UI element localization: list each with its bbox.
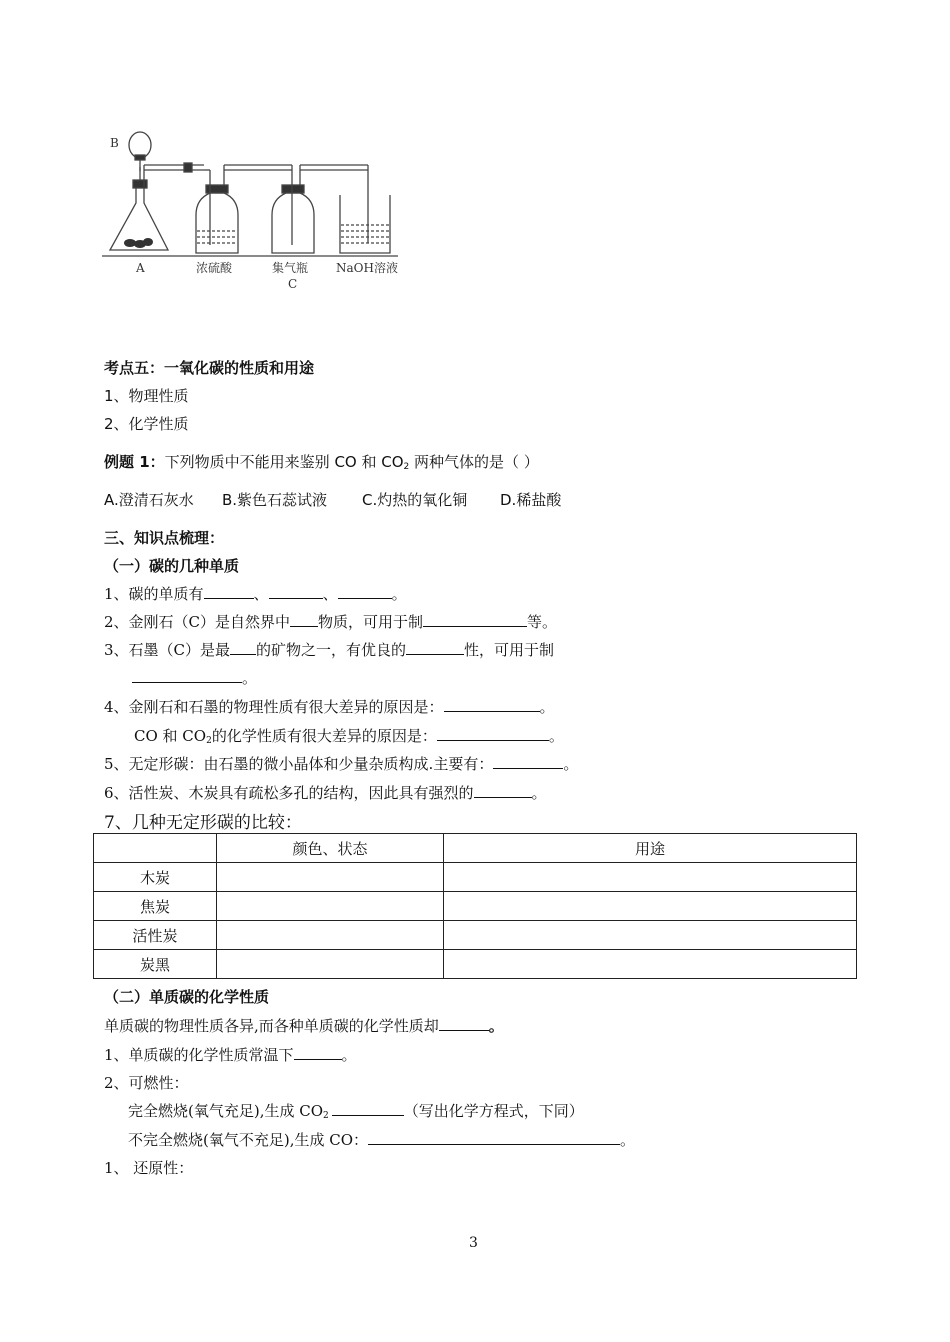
table-row [94, 892, 857, 921]
fill-line: 6、活性炭、木炭具有疏松多孔的结构，因此具有强烈的 。 [104, 784, 547, 802]
comparison-table [93, 833, 857, 979]
label-acid: 浓硫酸 [196, 261, 233, 275]
label-c: C [288, 277, 298, 291]
answer-blank[interactable] [269, 584, 323, 599]
answer-blank[interactable] [423, 612, 527, 627]
table-caption: 7、几种无定形碳的比较： [104, 813, 302, 833]
fill-line: 不完全燃烧(氧气不充足),生成 CO： 。 [128, 1131, 636, 1149]
example-label: 例题 1： [104, 453, 165, 471]
label-b: B [110, 136, 119, 150]
answer-blank[interactable] [474, 783, 532, 798]
beaker [340, 165, 390, 253]
answer-blank[interactable] [290, 612, 318, 627]
subsection-heading: （二）单质碳的化学性质 [104, 988, 270, 1006]
fill-line: 。 [132, 667, 257, 688]
answer-blank[interactable] [444, 697, 540, 712]
answer-blank[interactable] [338, 584, 392, 599]
answer-blank[interactable] [368, 1130, 620, 1145]
list-item: 2、化学性质 [104, 415, 189, 433]
fill-line: 3、石墨（C）是最 的矿物之一，有优良的 性，可用于制 [104, 641, 555, 659]
apparatus-diagram [100, 125, 410, 295]
answer-cell[interactable] [444, 863, 857, 892]
question-text: 下列物质中不能用来鉴别 CO 和 CO [164, 453, 404, 471]
table-header-cell [94, 834, 217, 863]
answer-cell[interactable] [217, 950, 444, 979]
gas-collecting-bottle [272, 165, 368, 253]
option-a: A.澄清石灰水 [104, 491, 194, 509]
list-item: 1、 还原性： [104, 1159, 194, 1177]
table-header-cell: 颜色、状态 [217, 834, 444, 863]
fill-line: 完全燃烧(氧气充足),生成 $CO_2$ （写出化学方程式，下同） [128, 1102, 584, 1121]
example-question [104, 451, 539, 472]
label-bottle: 集气瓶 [272, 261, 309, 275]
answer-cell[interactable] [444, 950, 857, 979]
table-row [94, 921, 857, 950]
wash-bottle [196, 165, 292, 253]
list-item: 2、可燃性： [104, 1074, 189, 1092]
answer-blank[interactable] [437, 726, 549, 741]
fill-line: 2、金刚石（C）是自然界中 物质，可用于制 等。 [104, 613, 558, 631]
section-heading: 考点五：一氧化碳的性质和用途 [104, 359, 315, 377]
list-item: 1、物理性质 [104, 387, 189, 405]
fill-line: 4、金刚石和石墨的物理性质有很大差异的原因是： 。 [104, 698, 555, 716]
flask-a [110, 132, 204, 250]
fill-line: 5、无定形碳：由石墨的微小晶体和少量杂质构成.主要有： 。 [104, 755, 579, 773]
solid-in-flask [124, 238, 153, 248]
answer-cell[interactable] [217, 892, 444, 921]
label-naoh: NaOH溶液 [336, 261, 398, 275]
question-text: 两种气体的是（ ） [409, 453, 539, 471]
answer-blank[interactable] [294, 1045, 342, 1060]
row-label: 活性炭 [94, 921, 217, 950]
fill-line: 1、单质碳的化学性质常温下 。 [104, 1046, 357, 1064]
answer-cell[interactable] [444, 892, 857, 921]
answer-blank[interactable] [493, 754, 563, 769]
label-a: A [136, 261, 145, 275]
table-row [94, 863, 857, 892]
option-b: B.紫色石蕊试液 [222, 491, 328, 509]
answer-blank[interactable] [230, 640, 256, 655]
table-header-cell: 用途 [444, 834, 857, 863]
answer-blank[interactable] [439, 1016, 489, 1031]
subscript: 2 [403, 462, 410, 472]
answer-cell[interactable] [217, 921, 444, 950]
option-d: D.稀盐酸 [500, 491, 562, 509]
answer-blank[interactable] [204, 584, 254, 599]
answer-cell[interactable] [217, 863, 444, 892]
fill-line: CO 和 $CO_2$的化学性质有很大差异的原因是： 。 [134, 727, 564, 746]
section-heading: 三、知识点梳理： [104, 529, 225, 547]
answer-cell[interactable] [444, 921, 857, 950]
fill-line: 单质碳的物理性质各异,而各种单质碳的化学性质却 。 [104, 1017, 504, 1035]
page-number: 3 [469, 1235, 478, 1251]
row-label: 炭黑 [94, 950, 217, 979]
answer-blank[interactable] [132, 668, 242, 683]
answer-blank[interactable] [406, 640, 464, 655]
answer-blank[interactable] [332, 1101, 404, 1116]
fill-line: 1、碳的单质有 、 、 。 [104, 585, 407, 603]
table-row [94, 950, 857, 979]
option-c: C.灼热的氧化铜 [362, 491, 468, 509]
table-header-row [94, 834, 857, 863]
row-label: 木炭 [94, 863, 217, 892]
row-label: 焦炭 [94, 892, 217, 921]
subsection-heading: （一）碳的几种单质 [104, 557, 240, 575]
